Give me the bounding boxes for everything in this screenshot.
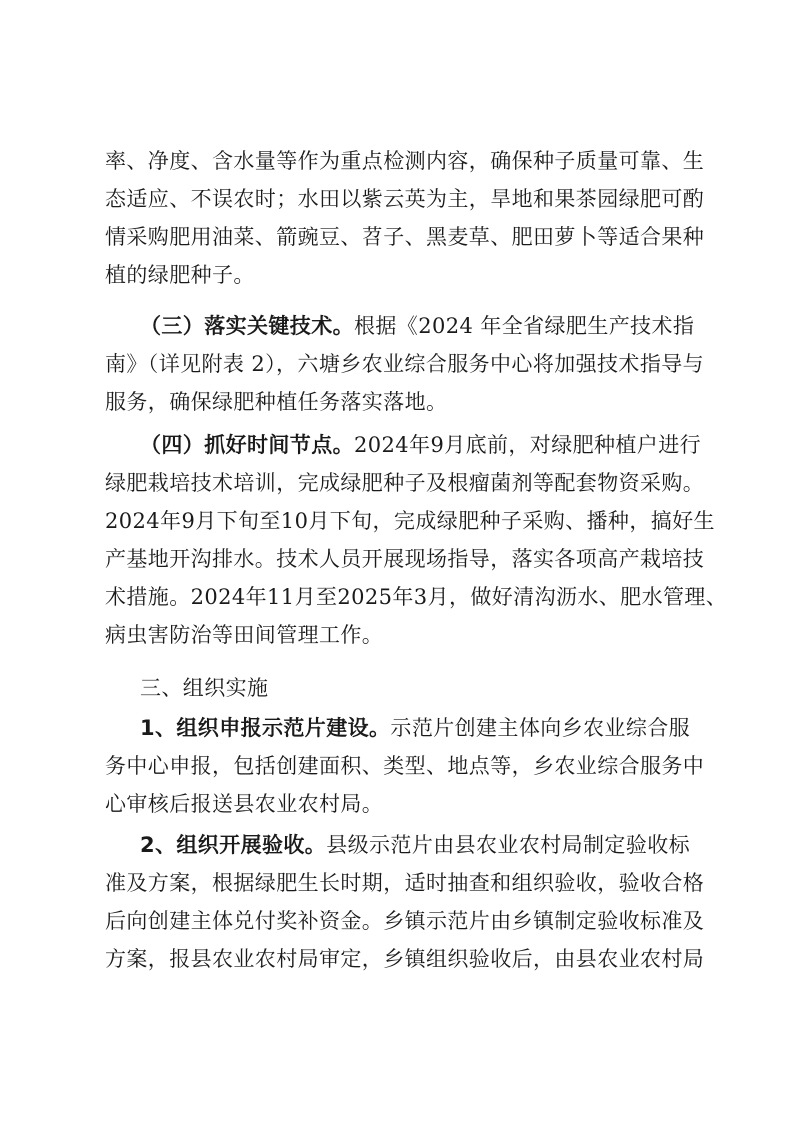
body-line: 率、净度、含水量等作为重点检测内容，确保种子质量可靠、生 xyxy=(105,149,705,173)
paragraph-heading: 2、组织开展验收。 xyxy=(140,833,327,857)
paragraph-first-line xyxy=(140,430,701,460)
body-line: 服务，确保绿肥种植任务落实落地。 xyxy=(105,390,448,414)
paragraph-heading: （四）抓好时间节点。 xyxy=(140,433,354,457)
body-line: 情采购肥用油菜、箭豌豆、苕子、黑麦草、肥田萝卜等适合果种 xyxy=(105,225,705,249)
body-line: 植的绿肥种子。 xyxy=(105,263,255,287)
body-line: 务中心申报，包括创建面积、类型、地点等，乡农业综合服务中 xyxy=(105,754,705,778)
body-line: 后向创建主体兑付奖补资金。乡镇示范片由乡镇制定验收标准及 xyxy=(105,909,705,933)
paragraph-heading: 1、组织申报示范片建设。 xyxy=(140,716,391,740)
paragraph-text: 县级示范片由县农业农村局制定验收标 xyxy=(326,833,691,857)
paragraph-first-line xyxy=(140,713,690,743)
paragraph-first-line xyxy=(140,311,694,341)
body-line: 2024年9月下旬至10月下旬，完成绿肥种子采购、播种，搞好生 xyxy=(105,509,715,533)
body-line: 病虫害防治等田间管理工作。 xyxy=(105,623,384,647)
paragraph-text: 根据《2024 年全省绿肥生产技术指 xyxy=(354,314,695,338)
body-line: 方案，报县农业农村局审定，乡镇组织验收后，由县农业农村局 xyxy=(105,947,705,971)
body-line: 绿肥栽培技术培训，完成绿肥种子及根瘤菌剂等配套物资采购。 xyxy=(105,471,705,495)
body-line: 心审核后报送县农业农村局。 xyxy=(105,792,384,816)
paragraph-first-line xyxy=(140,830,690,860)
body-line: 术措施。2024年11月至2025年3月，做好清沟沥水、肥水管理、 xyxy=(105,585,728,609)
body-line: 南》（详见附表 2），六塘乡农业综合服务中心将加强技术指导与 xyxy=(105,352,705,376)
body-line: 准及方案，根据绿肥生长时期，适时抽查和组织验收，验收合格 xyxy=(105,871,705,895)
paragraph-heading: （三）落实关键技术。 xyxy=(140,314,354,338)
body-line: 产基地开沟排水。技术人员开展现场指导，落实各项高产栽培技 xyxy=(105,547,705,571)
body-line: 态适应、不误农时；水田以紫云英为主，旱地和果茶园绿肥可酌 xyxy=(105,187,705,211)
paragraph-text: 2024年9月底前，对绿肥种植户进行 xyxy=(354,433,702,457)
paragraph-text: 示范片创建主体向乡农业综合服 xyxy=(390,716,691,740)
section-heading: 三、组织实施 xyxy=(140,676,269,700)
